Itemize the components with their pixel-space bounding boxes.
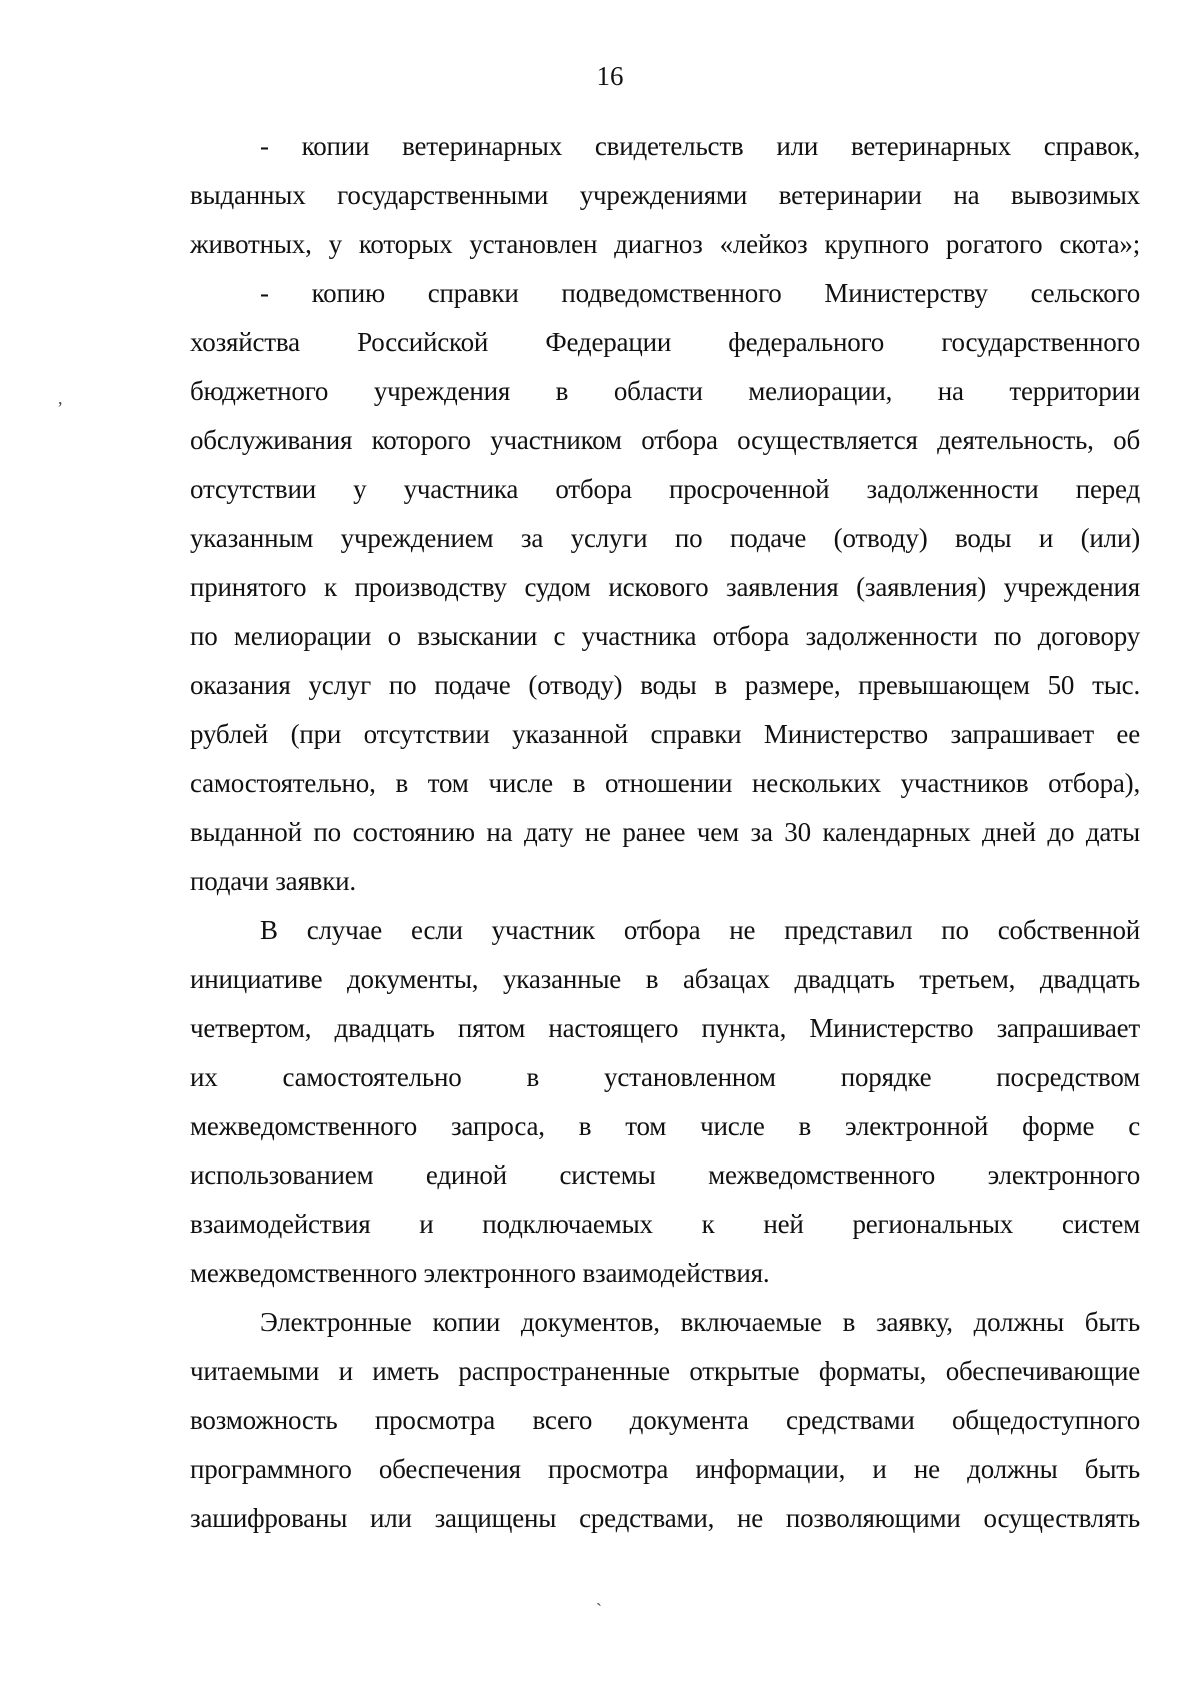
text-line: животных, у которых установлен диагноз «лейкоз крупного рогатого скота»;: [190, 229, 1140, 259]
text-line: читаемыми и иметь распространенные открытые форматы, обеспечивающие: [190, 1356, 1140, 1386]
text-line: подачи заявки.: [190, 866, 356, 896]
paragraph-interagency-request: [190, 906, 1140, 1298]
text-line: рублей (при отсутствии указанной справки Министерство запрашивает ее: [190, 719, 1140, 749]
text-line: выданных государственными учреждениями ветеринарии на вывозимых: [190, 180, 1140, 210]
scan-artifact-mark: ,: [58, 388, 63, 408]
text-line: зашифрованы или защищены средствами, не позволяющими осуществлять: [190, 1503, 1140, 1533]
text-line: - копию справки подведомственного Министерству сельского: [260, 278, 1140, 308]
text-line: четвертом, двадцать пятом настоящего пункта, Министерство запрашивает: [190, 1013, 1140, 1043]
text-line: отсутствии у участника отбора просроченной задолженности перед: [190, 474, 1140, 504]
page-number: 16: [596, 61, 624, 91]
text-line: хозяйства Российской Федерации федерального государственного: [190, 327, 1140, 357]
text-line: инициативе документы, указанные в абзацах двадцать третьем, двадцать: [190, 964, 1140, 994]
text-line: программного обеспечения просмотра информации, и не должны быть: [190, 1454, 1140, 1484]
paragraph-melioration-certificate: [190, 269, 1140, 906]
text-line: взаимодействия и подключаемых к ней региональных систем: [190, 1209, 1140, 1239]
text-line: возможность просмотра всего документа средствами общедоступного: [190, 1405, 1140, 1435]
text-line: по мелиорации о взыскании с участника отбора задолженности по договору: [190, 621, 1140, 651]
text-line: оказания услуг по подаче (отводу) воды в размере, превышающем 50 тыс.: [190, 670, 1140, 700]
text-line: бюджетного учреждения в области мелиорации, на территории: [190, 376, 1140, 406]
paragraph-electronic-copies: [190, 1298, 1140, 1543]
text-line: межведомственного электронного взаимодействия.: [190, 1258, 770, 1288]
document-body: [190, 122, 1140, 1543]
text-line: Электронные копии документов, включаемые в заявку, должны быть: [260, 1307, 1140, 1337]
text-line: указанным учреждением за услуги по подаче (отводу) воды и (или): [190, 523, 1140, 553]
text-line: В случае если участник отбора не представил по собственной: [260, 915, 1140, 945]
scan-artifact-mark: `: [596, 1600, 602, 1620]
text-line: использованием единой системы межведомственного электронного: [190, 1160, 1140, 1190]
text-line: обслуживания которого участником отбора осуществляется деятельность, об: [190, 425, 1140, 455]
text-line: принятого к производству судом искового заявления (заявления) учреждения: [190, 572, 1140, 602]
text-line: выданной по состоянию на дату не ранее чем за 30 календарных дней до даты: [190, 817, 1140, 847]
text-line: - копии ветеринарных свидетельств или ветеринарных справок,: [260, 131, 1140, 161]
text-line: их самостоятельно в установленном порядке посредством: [190, 1062, 1140, 1092]
text-line: межведомственного запроса, в том числе в электронной форме с: [190, 1111, 1140, 1141]
paragraph-vet-certificates: [190, 122, 1140, 269]
text-line: самостоятельно, в том числе в отношении нескольких участников отбора),: [190, 768, 1140, 798]
